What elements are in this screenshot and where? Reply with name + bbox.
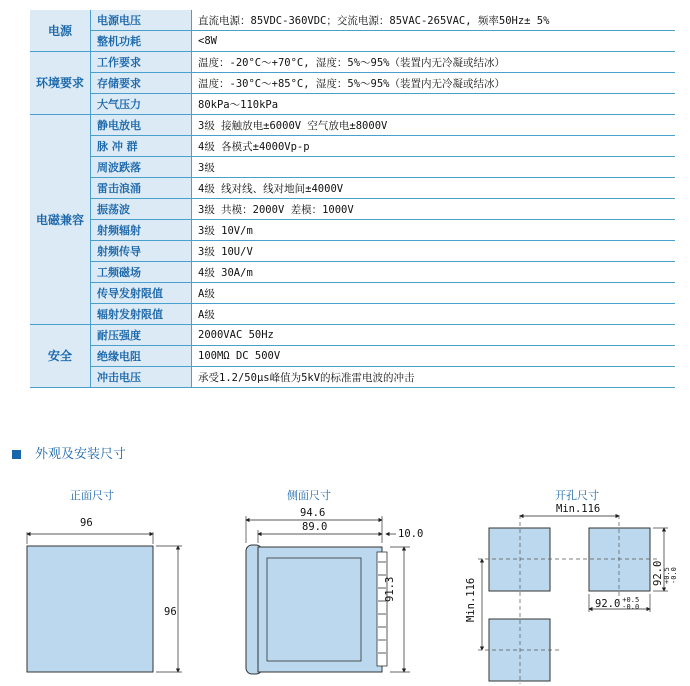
- item-cell: 传导发射限值: [91, 283, 192, 304]
- cutout-spacing-v-dim: Min.116: [465, 577, 477, 622]
- value-cell: <8W: [192, 31, 675, 52]
- item-cell: 电源电压: [91, 10, 192, 31]
- front-view-drawing: [27, 532, 182, 672]
- item-cell: 存储要求: [91, 73, 192, 94]
- value-cell: 80kPa～110kPa: [192, 94, 675, 115]
- item-cell: 振荡波: [91, 199, 192, 220]
- category-cell: 安全: [30, 325, 91, 388]
- value-cell: 直流电源：85VDC-360VDC；交流电源：85VAC-265VAC, 频率50Hz± 5%: [192, 10, 675, 31]
- item-cell: 静电放电: [91, 115, 192, 136]
- item-cell: 绝缘电阻: [91, 346, 192, 367]
- category-cell: 电磁兼容: [30, 115, 91, 325]
- cutout-hole-width-dim: 92.0 +0.5 -0.0: [595, 596, 640, 611]
- item-cell: 整机功耗: [91, 31, 192, 52]
- side-terminal-dim: 10.0: [398, 528, 424, 540]
- item-cell: 工作要求: [91, 52, 192, 73]
- side-view-label: 侧面尺寸: [287, 489, 331, 502]
- value-cell: 3级: [192, 157, 675, 178]
- value-cell: A级: [192, 304, 675, 325]
- category-cell: 电源: [30, 10, 91, 52]
- cutout-spacing-h-dim: Min.116: [556, 503, 601, 515]
- item-cell: 射频传导: [91, 241, 192, 262]
- front-height-dim: 96: [164, 606, 177, 618]
- item-cell: 脉 冲 群: [91, 136, 192, 157]
- cutout-view-drawing: [478, 515, 668, 684]
- item-cell: 辐射发射限值: [91, 304, 192, 325]
- value-cell: 承受1.2/50μs峰值为5kV的标准雷电波的冲击: [192, 367, 675, 388]
- side-body-dim: 89.0: [302, 521, 328, 533]
- item-cell: 射频辐射: [91, 220, 192, 241]
- value-cell: 温度：-30°C～+85°C, 湿度：5%～95%（装置内无冷凝或结冰）: [192, 73, 675, 94]
- value-cell: 3级 接触放电±6000V 空气放电±8000V: [192, 115, 675, 136]
- section-title: 外观及安装尺寸: [35, 447, 127, 462]
- item-cell: 耐压强度: [91, 325, 192, 346]
- value-cell: 3级 10V/m: [192, 220, 675, 241]
- item-cell: 周波跌落: [91, 157, 192, 178]
- item-cell: 雷击浪涌: [91, 178, 192, 199]
- value-cell: 4级 线对线、线对地间±4000V: [192, 178, 675, 199]
- value-cell: 2000VAC 50Hz: [192, 325, 675, 346]
- value-cell: 4级 30A/m: [192, 262, 675, 283]
- front-width-dim: 96: [80, 517, 93, 529]
- item-cell: 大气压力: [91, 94, 192, 115]
- value-cell: 3级 共模：2000V 差模：1000V: [192, 199, 675, 220]
- cutout-view-label: 开孔尺寸: [555, 489, 599, 502]
- value-cell: 3级 10U/V: [192, 241, 675, 262]
- front-view-label: 正面尺寸: [70, 489, 114, 502]
- item-cell: 工频磁场: [91, 262, 192, 283]
- cutout-hole-height-dim: 92.0+0.5 -0.0: [652, 560, 678, 586]
- value-cell: 4级 各模式±4000Vp-p: [192, 136, 675, 157]
- value-cell: 100MΩ DC 500V: [192, 346, 675, 367]
- value-cell: 温度：-20°C～+70°C, 湿度：5%～95%（装置内无冷凝或结冰）: [192, 52, 675, 73]
- category-cell: 环境要求: [30, 52, 91, 115]
- side-overall-dim: 94.6: [300, 507, 326, 519]
- side-height-dim: 91.3: [384, 576, 396, 602]
- value-cell: A级: [192, 283, 675, 304]
- item-cell: 冲击电压: [91, 367, 192, 388]
